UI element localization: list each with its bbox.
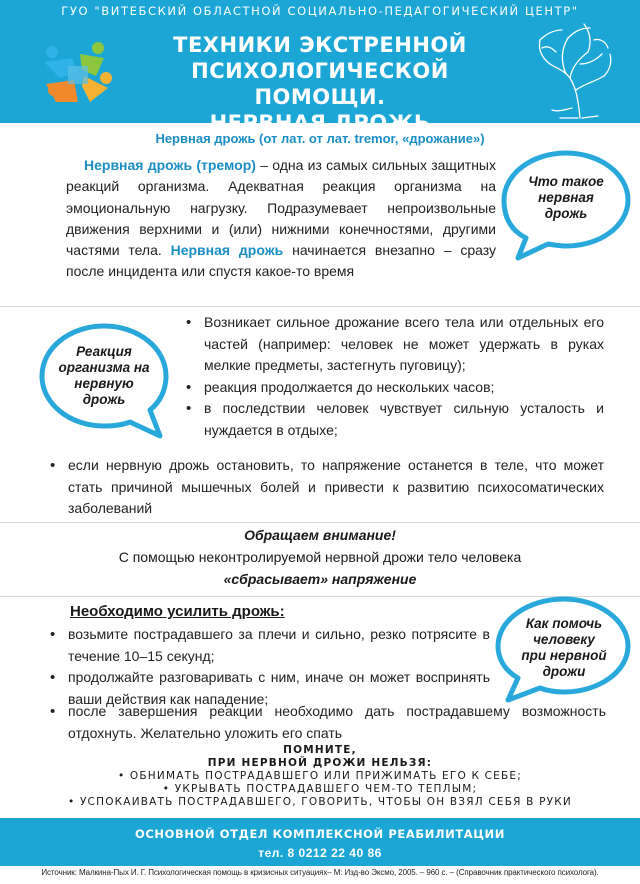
speech-bubble-what-is: Что такое нервная дрожь xyxy=(496,148,636,264)
list-item: • после завершения реакции необходимо дать пострадавшему возможность отдохнуть. Желательно уложить его спать xyxy=(50,701,606,744)
reaction-list-wide xyxy=(50,455,604,520)
speech-bubble-reaction: Реакция организма на нервную дрожь xyxy=(38,320,178,442)
list-item: • в последствии человек чувствует сильную усталость и нуждается в отдыхе; xyxy=(186,398,604,441)
reaction-list xyxy=(186,312,604,441)
section-heading-intensify: Необходимо усилить дрожь: xyxy=(70,603,285,620)
forbidden-item: • УСПОКАИВАТЬ ПОСТРАДАВШЕГО, ГОВОРИТЬ, ЧТОБЫ ОН ВЗЯЛ СЕБЯ В РУКИ xyxy=(68,796,572,808)
footer-banner xyxy=(0,818,640,866)
forbidden-item: • ОБНИМАТЬ ПОСТРАДАВШЕГО ИЛИ ПРИЖИМАТЬ ЕГО К СЕБЕ; xyxy=(118,770,522,782)
speech-bubble-how-to-help: Как помочь человеку при нервной дрожи xyxy=(488,594,634,704)
colorful-people-logo-icon xyxy=(38,38,118,115)
header-banner xyxy=(0,0,640,135)
attention-heading: Обращаем внимание! xyxy=(244,527,396,543)
department-name: ОСНОВНОЙ ОТДЕЛ КОМПЛЕКСНОЙ РЕАБИЛИТАЦИИ xyxy=(134,827,506,841)
term-nervous-tremor: Нервная дрожь xyxy=(170,242,284,259)
divider xyxy=(0,522,640,523)
help-list xyxy=(50,624,490,710)
list-item: • если нервную дрожь остановить, то напряжение останется в теле, что может стать причиной мышечных болей и привести к развитию психосоматических заболеваний xyxy=(50,455,604,520)
source-citation: Источник: Малкина-Пых И. Г. Психологическая помощь в кризисных ситуациях– М: Изд-во Эксмо, 2005. – 960 с. – (Справочник практического психолога). xyxy=(41,868,599,877)
subtitle: Нервная дрожь (от лат. от лат. tremor, «дрожание») xyxy=(155,131,485,146)
organization-name: ГУО "ВИТЕБСКИЙ ОБЛАСТНОЙ СОЦИАЛЬНО-ПЕДАГОГИЧЕСКИЙ ЦЕНТР" xyxy=(61,4,579,18)
list-item: • возьмите пострадавшего за плечи и сильно, резко потрясите в течение 10–15 секунд; xyxy=(50,624,490,667)
attention-emphasis: «сбрасывает» напряжение xyxy=(223,571,417,587)
help-list-wide xyxy=(50,701,606,744)
divider xyxy=(0,306,640,307)
definition-paragraph: Нервная дрожь (тремор) – одна из самых сильных защитных реакций организма. Адекватная реакция организма на эмоциональную нагрузку. Подразумевает непроизвольные движения верхними и (или) нижними конечностями, другими частями тела. Нервная дрожь начинается внезапно – сразу после инцидента или спустя какое-то время xyxy=(66,157,496,280)
phone-number: тел. 8 0212 22 40 86 xyxy=(258,846,382,860)
tree-head-icon xyxy=(520,18,620,125)
term-tremor: Нервная дрожь (тремор) xyxy=(84,157,256,173)
remember-block: ПОМНИТЕ, ПРИ НЕРВНОЙ ДРОЖИ НЕЛЬЗЯ: • ОБНИМАТЬ ПОСТРАДАВШЕГО ИЛИ ПРИЖИМАТЬ ЕГО К СЕБЕ; • УКРЫВАТЬ ПОСТРАДАВШЕГО ЧЕМ-ТО ТЕПЛЫМ; • УСПОКАИВАТЬ ПОСТРАДАВШЕГО, ГОВОРИТЬ, ЧТОБЫ ОН ВЗЯЛ СЕБЯ В РУКИ xyxy=(0,744,640,809)
attention-text: С помощью неконтролируемой нервной дрожи тело человека xyxy=(118,549,522,565)
list-item: • продолжайте разговаривать с ним, иначе он может воспринять ваши действия как нападение; xyxy=(50,667,490,710)
list-item: • реакция продолжается до нескольких часов; xyxy=(186,377,604,399)
page-title: ТЕХНИКИ ЭКСТРЕННОЙ ПСИХОЛОГИЧЕСКОЙ ПОМОЩИ. НЕРВНАЯ ДРОЖЬ xyxy=(173,33,467,135)
list-item: • Возникает сильное дрожание всего тела или отдельных его частей (например: человек не может удержать в руках мелкие предметы, застегнуть пуговицу); xyxy=(186,312,604,377)
forbidden-item: • УКРЫВАТЬ ПОСТРАДАВШЕГО ЧЕМ-ТО ТЕПЛЫМ; xyxy=(162,783,478,795)
